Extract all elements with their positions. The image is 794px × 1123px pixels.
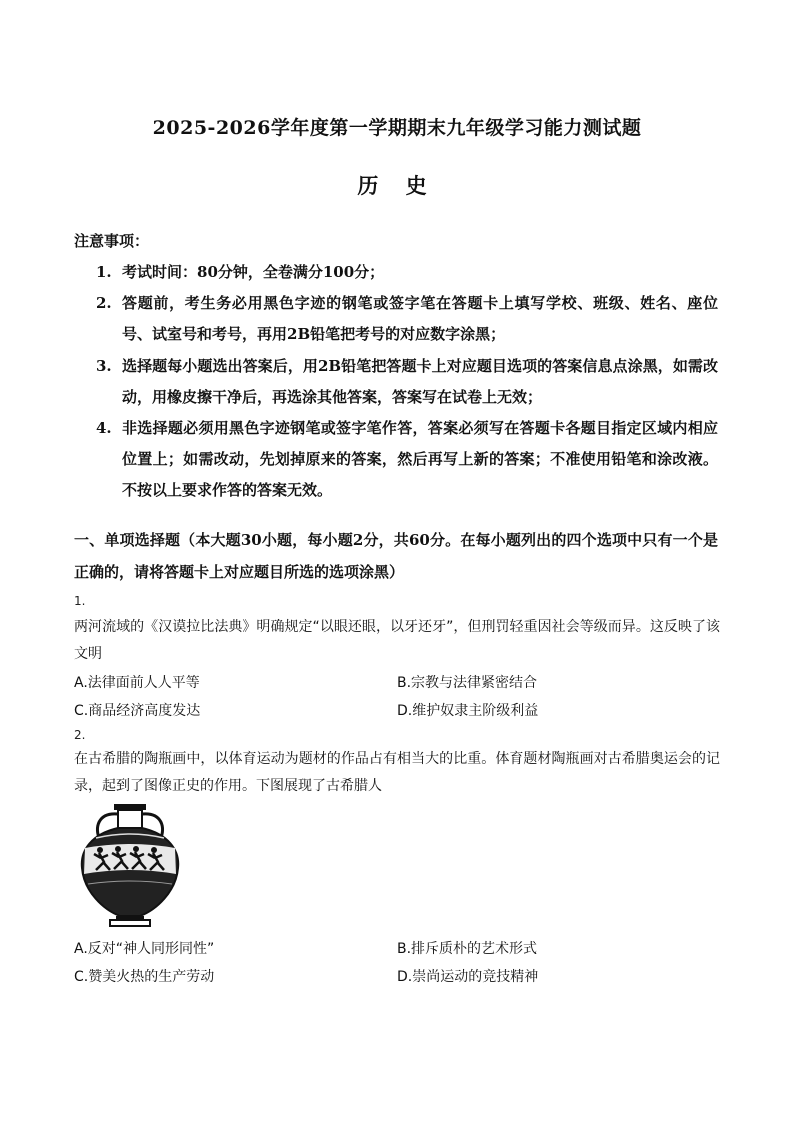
notice-item-number: 4.	[96, 419, 112, 437]
option-a: A.法律面前人人平等	[74, 675, 200, 691]
subject-title: 历 史	[357, 173, 437, 198]
notice-item	[96, 413, 718, 506]
question-stem: 两河流域的《汉谟拉比法典》明确规定“以眼还眼，以牙还牙”，但刑罚轻重因社会等级而异。这反映了该文明	[74, 619, 720, 662]
notice-item-text: 非选择题必须用黑色字迹钢笔或签字笔作答，答案必须写在答题卡各题目指定区域内相应位置上；如需改动，先划掉原来的答案，然后再写上新的答案；不准使用铅笔和涂改液。不按以上要求作答的答案无效。	[122, 419, 718, 499]
option-a: A.反对“神人同形同性”	[74, 941, 215, 957]
notice-item	[96, 257, 718, 288]
section-heading: 一、单项选择题（本大题30小题，每小题2分，共60分。在每小题列出的四个选项中只有一个是正确的，请将答题卡上对应题目所选的选项涂黑）	[74, 531, 718, 581]
option-d: D.维护奴隶主阶级利益	[397, 703, 539, 719]
option-b: B.排斥质朴的艺术形式	[397, 941, 538, 957]
notice-heading: 注意事项：	[74, 232, 150, 250]
option-c: C.赞美火热的生产劳动	[74, 969, 215, 985]
exam-title: 2025-2026学年度第一学期期末九年级学习能力测试题	[152, 117, 642, 139]
notice-item-number: 3.	[96, 357, 112, 375]
notice-item-text: 答题前，考生务必用黑色字迹的钢笔或签字笔在答题卡上填写学校、班级、姓名、座位号、试室号和考号，再用2B铅笔把考号的对应数字涂黑；	[122, 294, 718, 343]
option-c: C.商品经济高度发达	[74, 703, 201, 719]
option-d: D.崇尚运动的竞技精神	[397, 969, 539, 985]
question-stem: 在古希腊的陶瓶画中，以体育运动为题材的作品占有相当大的比重。体育题材陶瓶画对古希腊奥运会的记录，起到了图像正史的作用。下图展现了古希腊人	[74, 751, 720, 794]
question-number: 2.	[74, 728, 86, 742]
notice-item-text: 考试时间：80分钟，全卷满分100分；	[122, 263, 385, 281]
notice-item-number: 1.	[96, 263, 112, 281]
notice-item-number: 2.	[96, 294, 112, 312]
option-b: B.宗教与法律紧密结合	[397, 675, 538, 691]
greek-amphora-image	[70, 800, 190, 928]
question-number: 1.	[74, 594, 86, 608]
notice-item	[96, 351, 718, 413]
notice-item	[96, 288, 718, 350]
notice-item-text: 选择题每小题选出答案后，用2B铅笔把答题卡上对应题目选项的答案信息点涂黑，如需改动，用橡皮擦干净后，再选涂其他答案，答案写在试卷上无效；	[122, 357, 718, 406]
